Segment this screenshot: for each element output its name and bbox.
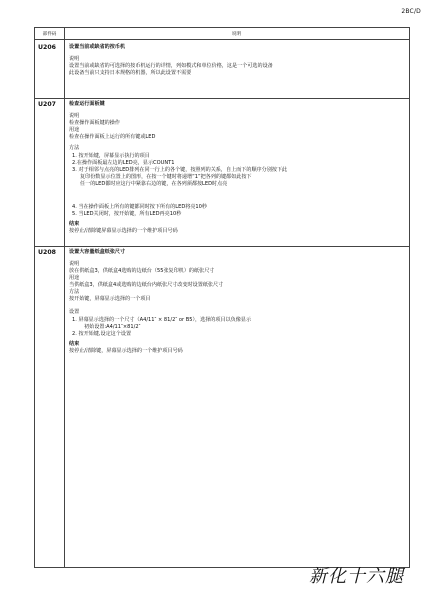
u206-desc-line1: 设置当前或缺省的可选择的按币机运行的详情，列如模式和单位价格，这是一个可选的设备 bbox=[69, 63, 273, 69]
u208-setting-label: 设置 bbox=[69, 309, 80, 315]
item-code-u206: U206 bbox=[38, 44, 56, 51]
u207-step4: 4. 当在操作面板上所有的键都同时按下所有的LED将亮10秒 bbox=[72, 204, 208, 210]
row-divider bbox=[35, 98, 409, 99]
u207-desc: 检查操作面板键的操作 bbox=[69, 120, 120, 126]
u208-step1: 1. 屏幕显示选择的一个尺寸（A4/11″ × 81/2″ or B5），选择的项目以负像显示 bbox=[72, 317, 252, 323]
u207-step3: 3. 对于相邻与点亮的LED排列在同一行上的各个键，按照列的关系，自上而下的顺序分别按下此 bbox=[72, 167, 288, 173]
u207-end: 按停止/清除键屏幕显示选择的一个维护项目号码 bbox=[69, 228, 178, 234]
column-divider bbox=[64, 28, 65, 567]
u207-purpose-label: 用途 bbox=[69, 127, 80, 133]
u208-purpose: 当供纸盒3，供纸盒4或选购的边纸台内纸张尺寸改变时设置纸张尺寸 bbox=[69, 282, 224, 288]
header-code: 部件码 bbox=[42, 32, 57, 37]
watermark: 新化十六腿 bbox=[309, 566, 404, 587]
u208-method: 按开始键，屏幕显示选择的一个项目 bbox=[69, 296, 151, 302]
u207-step3-cont1: 复印份数显示位置上的图形，在按一个键时将递增“1”把各列的键都如此按下 bbox=[80, 174, 252, 180]
item-code-u207: U207 bbox=[38, 101, 56, 108]
u206-desc-label: 说明 bbox=[69, 56, 80, 62]
u207-method-label: 方法 bbox=[69, 145, 80, 151]
u208-end: 按停止/清除键，屏幕显示选择的一个维护项目号码 bbox=[69, 348, 183, 354]
u207-title: 检查运行面板键 bbox=[69, 101, 105, 107]
u208-purpose-label: 用途 bbox=[69, 275, 80, 281]
u208-method-label: 方法 bbox=[69, 289, 80, 295]
u206-desc-line2: 此设备当前只支持日本规格的机器，所以此设置不需要 bbox=[69, 70, 192, 76]
item-code-u208: U208 bbox=[38, 249, 56, 256]
u207-desc-label: 说明 bbox=[69, 113, 80, 119]
u208-step2: 2. 按开始键,设定这个设置 bbox=[72, 331, 132, 337]
u207-step3-cont2: 任一的LED都时应这行中紧靠右边的键，在各列须都按LED时点亮 bbox=[80, 181, 228, 187]
u207-step2: 2.在操作面板最左边的LED亮，显示COUNT1 bbox=[72, 160, 175, 166]
header-description: 说明 bbox=[231, 32, 242, 37]
u207-step1: 1. 按开始键，屏幕显示执行的项目 bbox=[72, 153, 150, 159]
maintenance-table bbox=[34, 27, 410, 568]
u207-end-label: 结束 bbox=[69, 221, 80, 227]
u206-title: 设置当前或缺省的按币机 bbox=[69, 44, 126, 50]
u208-title: 设置大容量纸盒纸张尺寸 bbox=[69, 249, 126, 255]
row-divider bbox=[35, 246, 409, 247]
u208-desc: 放在供纸盒3，供纸盒4选购的边纸台（55张复印机）的纸张尺寸 bbox=[69, 268, 215, 274]
u208-desc-label: 说明 bbox=[69, 261, 80, 267]
table-header bbox=[35, 28, 409, 40]
u207-step5: 5. 当LED关闭时，按开始键，所有LED再亮10秒 bbox=[72, 211, 182, 217]
u208-step1-default: 初始设置:A4/11″×81/2″ bbox=[84, 324, 141, 330]
model-code: 2BC/D bbox=[401, 8, 421, 15]
u208-end-label: 结束 bbox=[69, 341, 80, 347]
u207-purpose: 检查在操作面板上运行的所有键或LED bbox=[69, 134, 156, 140]
